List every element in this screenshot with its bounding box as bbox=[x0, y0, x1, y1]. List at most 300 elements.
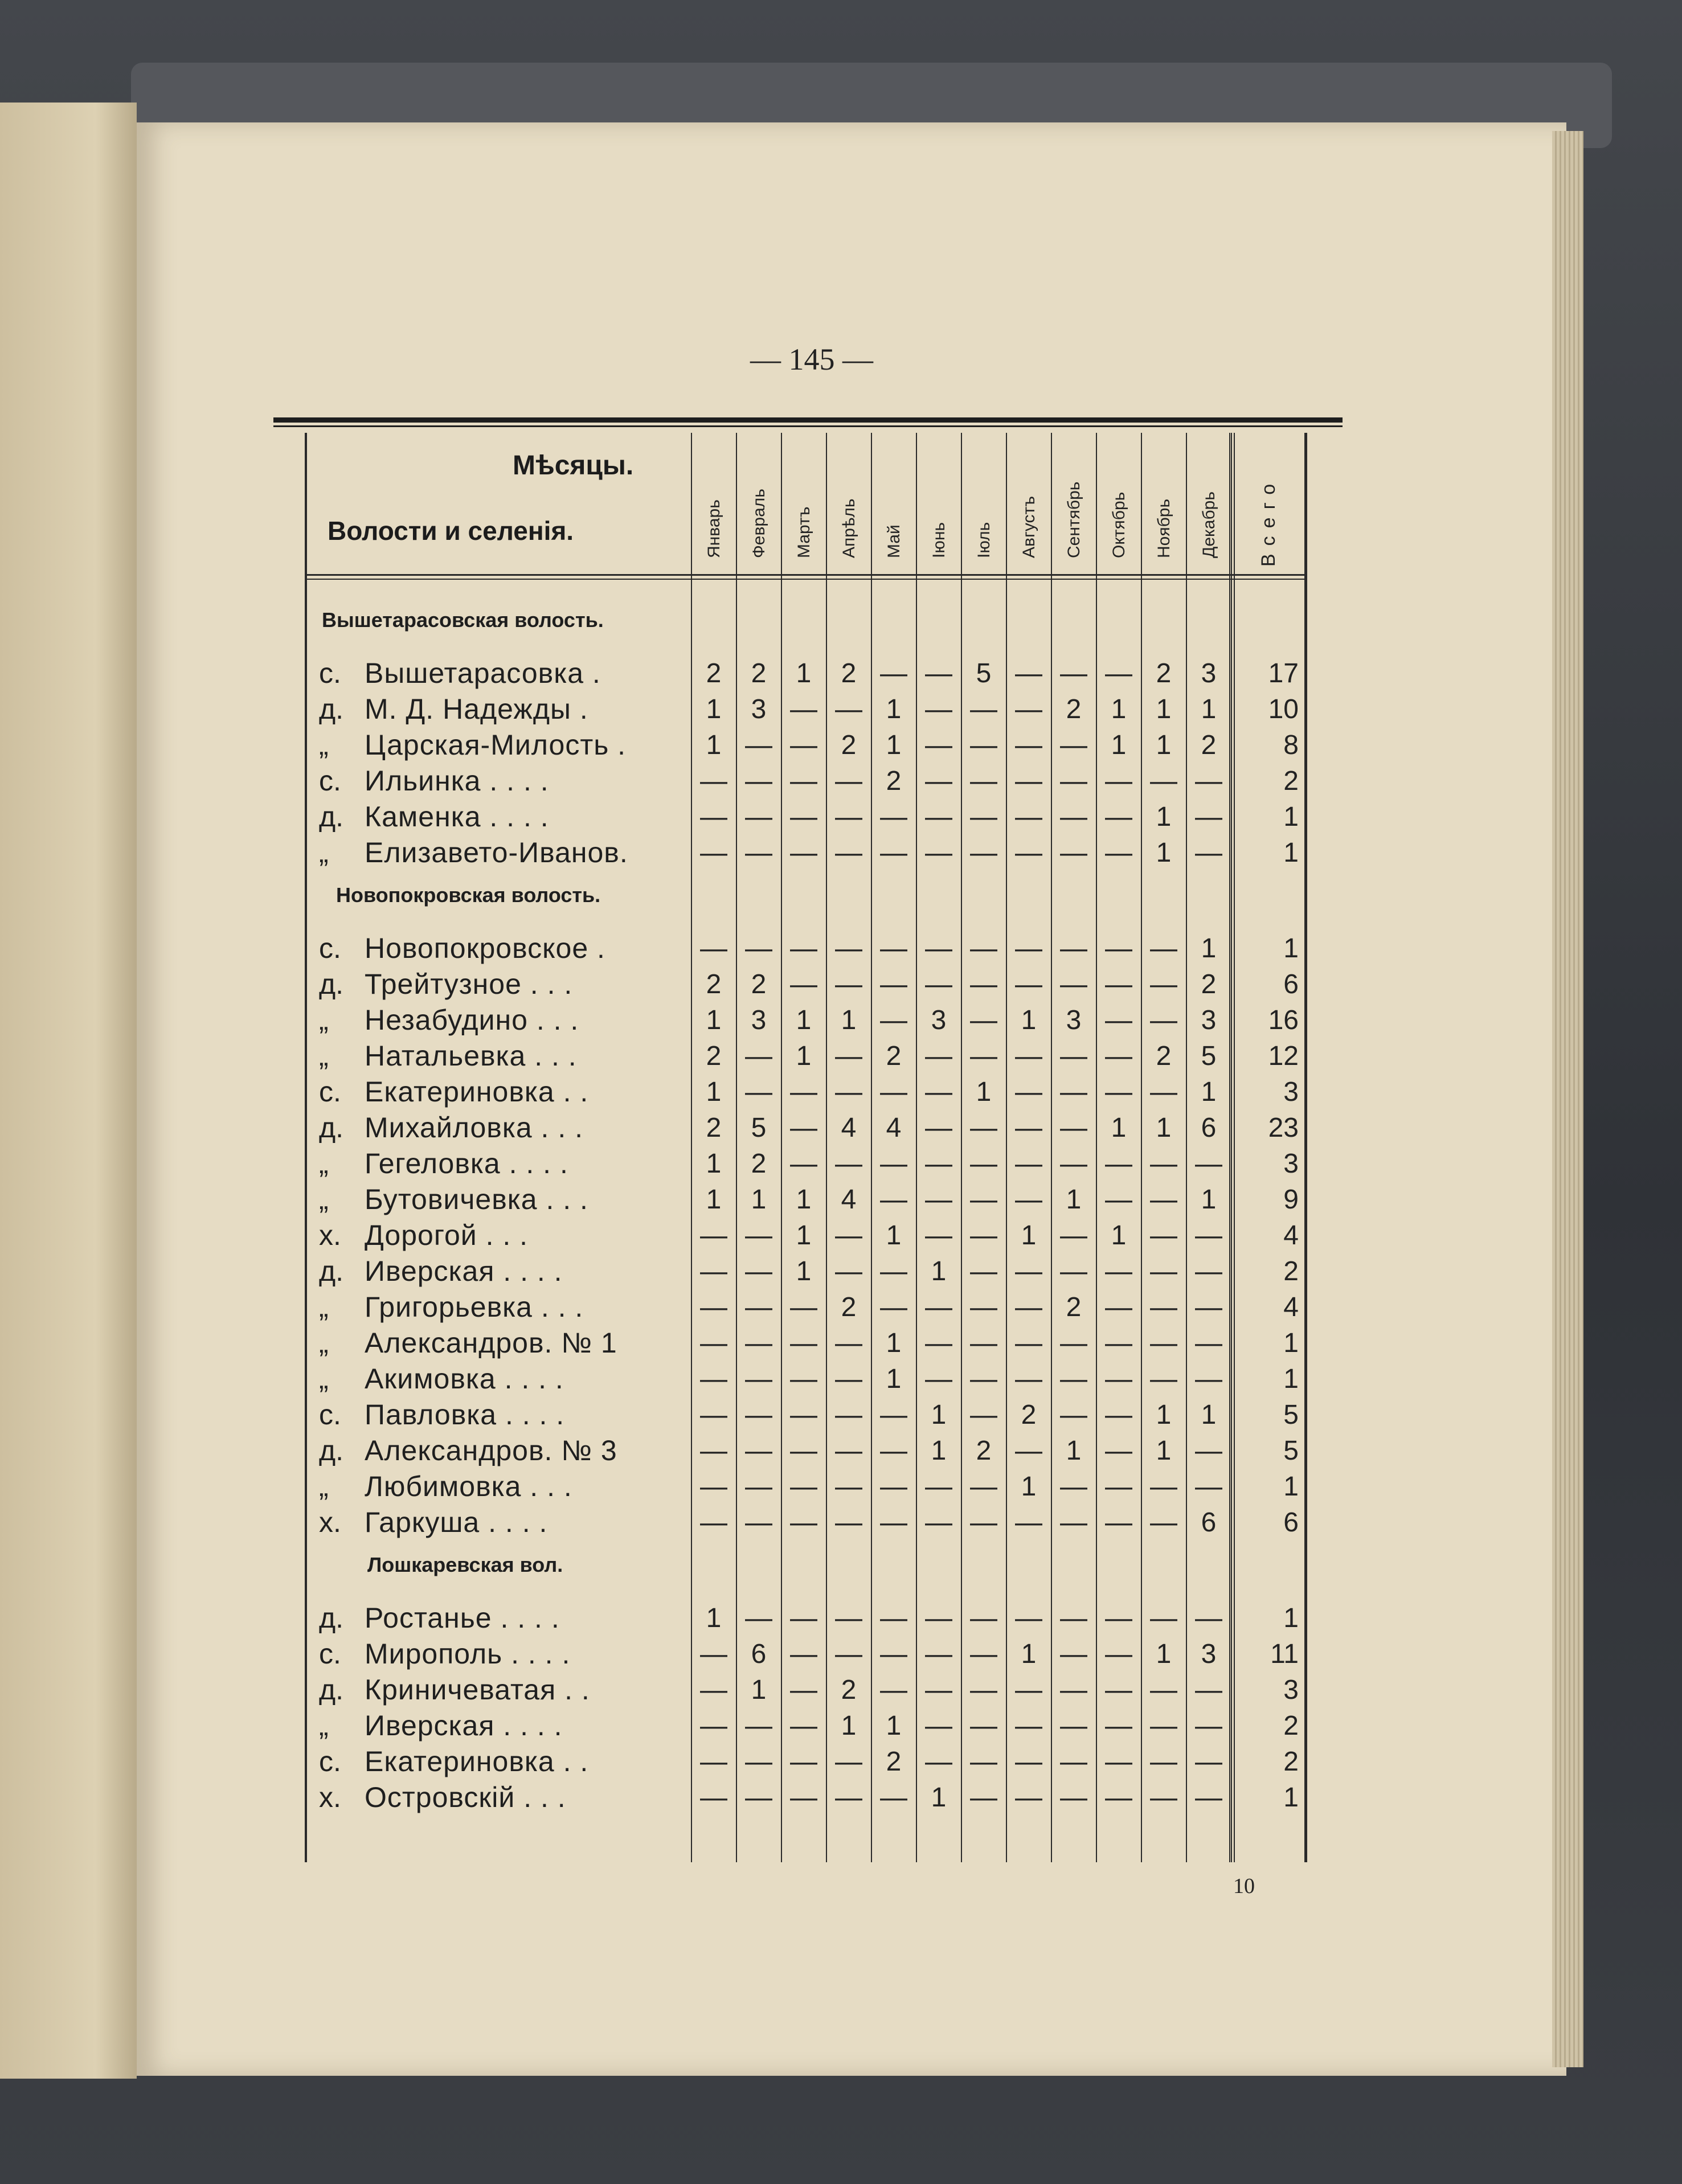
row-place-name: Криничеватая . . bbox=[365, 1674, 590, 1706]
month-value-cell: 1 bbox=[1156, 1400, 1172, 1430]
month-value-cell: — bbox=[1105, 1639, 1132, 1669]
month-value-cell: 1 bbox=[706, 1185, 722, 1215]
month-value-cell: — bbox=[700, 1639, 727, 1669]
row-place-prefix: „ bbox=[319, 1363, 329, 1395]
row-place-prefix: „ bbox=[319, 1040, 329, 1072]
month-value-cell: — bbox=[790, 1149, 817, 1179]
month-value-cell: 2 bbox=[751, 969, 767, 999]
month-header: Май bbox=[885, 525, 903, 558]
month-value-cell: — bbox=[835, 1328, 862, 1358]
row-place-name: Александров. № 1 bbox=[365, 1327, 617, 1359]
month-value-cell: 3 bbox=[931, 1005, 947, 1035]
month-value-cell: — bbox=[835, 1639, 862, 1669]
month-value-cell: — bbox=[1015, 1436, 1042, 1466]
month-value-cell: — bbox=[1105, 1292, 1132, 1322]
month-value-cell: — bbox=[790, 802, 817, 832]
month-value-cell: 1 bbox=[1111, 694, 1127, 724]
month-value-cell: — bbox=[1105, 1747, 1132, 1777]
month-value-cell: — bbox=[790, 1400, 817, 1430]
month-value-cell: — bbox=[1150, 1328, 1177, 1358]
month-value-cell: 1 bbox=[706, 730, 722, 760]
month-column-divider bbox=[1006, 433, 1007, 1862]
month-value-cell: — bbox=[745, 1328, 772, 1358]
month-value-cell: 1 bbox=[751, 1675, 767, 1705]
month-value-cell: — bbox=[1150, 1292, 1177, 1322]
month-value-cell: — bbox=[1015, 1077, 1042, 1107]
month-value-cell: — bbox=[1015, 1149, 1042, 1179]
month-value-cell: 1 bbox=[1156, 694, 1172, 724]
month-value-cell: — bbox=[790, 1472, 817, 1502]
row-total-cell: 2 bbox=[1283, 1256, 1299, 1286]
month-value-cell: 1 bbox=[796, 658, 812, 689]
month-value-cell: — bbox=[745, 802, 772, 832]
month-value-cell: — bbox=[1015, 802, 1042, 832]
row-place-prefix: „ bbox=[319, 1148, 329, 1179]
row-place-prefix: „ bbox=[319, 1710, 329, 1742]
month-header: Декабрь bbox=[1200, 491, 1218, 558]
month-value-cell: — bbox=[790, 1603, 817, 1633]
month-value-cell: — bbox=[835, 1256, 862, 1286]
month-value-cell: — bbox=[700, 802, 727, 832]
month-value-cell: — bbox=[835, 838, 862, 868]
row-place-name: Царская-Милость . bbox=[365, 729, 627, 761]
month-value-cell: — bbox=[1195, 1292, 1222, 1322]
month-value-cell: — bbox=[1105, 933, 1132, 964]
row-total-cell: 5 bbox=[1283, 1436, 1299, 1466]
month-value-cell: — bbox=[1015, 1292, 1042, 1322]
row-place-name: Любимовка . . . bbox=[365, 1470, 572, 1502]
month-value-cell: — bbox=[1060, 1149, 1087, 1179]
month-value-cell: 1 bbox=[1156, 730, 1172, 760]
month-value-cell: — bbox=[880, 933, 907, 964]
row-place-name: Дорогой . . . bbox=[365, 1219, 529, 1251]
total-column-divider-double bbox=[1234, 433, 1235, 1862]
month-value-cell: 1 bbox=[886, 1328, 902, 1358]
month-value-cell: — bbox=[745, 766, 772, 796]
month-value-cell: — bbox=[1060, 730, 1087, 760]
month-value-cell: 3 bbox=[751, 694, 767, 724]
month-value-cell: — bbox=[1015, 1256, 1042, 1286]
month-value-cell: — bbox=[1060, 1041, 1087, 1071]
month-value-cell: 1 bbox=[1201, 933, 1217, 964]
month-column-divider bbox=[1186, 433, 1187, 1862]
row-place-prefix: с. bbox=[319, 1745, 341, 1777]
month-value-cell: — bbox=[1015, 1603, 1042, 1633]
row-total-cell: 11 bbox=[1270, 1639, 1299, 1669]
month-value-cell: — bbox=[835, 1747, 862, 1777]
month-value-cell: — bbox=[1015, 1328, 1042, 1358]
month-value-cell: — bbox=[1015, 766, 1042, 796]
row-total-cell: 9 bbox=[1283, 1185, 1299, 1215]
month-value-cell: — bbox=[1015, 1747, 1042, 1777]
month-value-cell: — bbox=[970, 1292, 997, 1322]
month-value-cell: — bbox=[1105, 1472, 1132, 1502]
month-value-cell: — bbox=[745, 1603, 772, 1633]
month-value-cell: — bbox=[1015, 1041, 1042, 1071]
row-total-cell: 8 bbox=[1283, 730, 1299, 760]
month-value-cell: — bbox=[925, 1328, 952, 1358]
month-value-cell: 1 bbox=[796, 1220, 812, 1251]
month-value-cell: — bbox=[790, 1436, 817, 1466]
row-place-prefix: д. bbox=[319, 693, 344, 725]
month-value-cell: — bbox=[1060, 1400, 1087, 1430]
month-value-cell: — bbox=[1015, 1113, 1042, 1143]
row-total-cell: 6 bbox=[1283, 969, 1299, 999]
month-value-cell: — bbox=[880, 1400, 907, 1430]
month-value-cell: — bbox=[1105, 1507, 1132, 1538]
month-value-cell: — bbox=[880, 1639, 907, 1669]
month-value-cell: — bbox=[925, 1113, 952, 1143]
month-column-divider bbox=[736, 433, 737, 1862]
month-value-cell: 1 bbox=[1156, 1113, 1172, 1143]
month-value-cell: — bbox=[925, 838, 952, 868]
month-value-cell: — bbox=[1060, 1113, 1087, 1143]
month-value-cell: 1 bbox=[706, 694, 722, 724]
month-value-cell: — bbox=[1105, 1436, 1132, 1466]
month-value-cell: 1 bbox=[841, 1005, 857, 1035]
month-value-cell: — bbox=[745, 1077, 772, 1107]
month-column-divider bbox=[1096, 433, 1097, 1862]
month-value-cell: — bbox=[1150, 1005, 1177, 1035]
month-value-cell: 6 bbox=[1201, 1507, 1217, 1538]
month-value-cell: 2 bbox=[886, 766, 902, 796]
month-value-cell: — bbox=[1105, 1185, 1132, 1215]
row-place-prefix: „ bbox=[319, 729, 329, 761]
row-place-name: Незабудино . . . bbox=[365, 1004, 579, 1036]
month-value-cell: — bbox=[700, 1256, 727, 1286]
month-value-cell: 1 bbox=[931, 1256, 947, 1286]
month-value-cell: 5 bbox=[1201, 1041, 1217, 1071]
row-place-prefix: „ bbox=[319, 1470, 329, 1502]
month-value-cell: — bbox=[1060, 802, 1087, 832]
month-value-cell: — bbox=[1015, 1507, 1042, 1538]
month-value-cell: — bbox=[970, 1400, 997, 1430]
month-value-cell: — bbox=[1060, 838, 1087, 868]
month-column-divider bbox=[691, 433, 692, 1862]
row-total-cell: 6 bbox=[1283, 1507, 1299, 1538]
month-value-cell: 1 bbox=[706, 1077, 722, 1107]
month-value-cell: — bbox=[1105, 1077, 1132, 1107]
month-value-cell: 1 bbox=[1066, 1185, 1082, 1215]
row-total-cell: 3 bbox=[1283, 1149, 1299, 1179]
month-value-cell: 1 bbox=[931, 1400, 947, 1430]
month-header: Ноябрь bbox=[1155, 498, 1173, 558]
month-value-cell: — bbox=[1060, 1220, 1087, 1251]
row-total-cell: 1 bbox=[1283, 838, 1299, 868]
month-column-divider bbox=[826, 433, 827, 1862]
row-total-cell: 4 bbox=[1283, 1292, 1299, 1322]
month-value-cell: — bbox=[835, 1603, 862, 1633]
month-value-cell: — bbox=[1060, 1603, 1087, 1633]
month-value-cell: 1 bbox=[1156, 1639, 1172, 1669]
month-value-cell: 1 bbox=[1201, 694, 1217, 724]
month-value-cell: — bbox=[835, 1149, 862, 1179]
month-value-cell: — bbox=[1105, 1005, 1132, 1035]
month-value-cell: — bbox=[925, 1472, 952, 1502]
month-value-cell: — bbox=[970, 933, 997, 964]
month-value-cell: — bbox=[790, 933, 817, 964]
month-value-cell: — bbox=[1195, 1256, 1222, 1286]
month-value-cell: — bbox=[1195, 1364, 1222, 1394]
month-value-cell: 1 bbox=[706, 1149, 722, 1179]
month-value-cell: — bbox=[880, 1292, 907, 1322]
month-value-cell: — bbox=[880, 1507, 907, 1538]
month-value-cell: — bbox=[880, 1149, 907, 1179]
month-value-cell: — bbox=[970, 1185, 997, 1215]
month-value-cell: — bbox=[835, 694, 862, 724]
month-value-cell: 1 bbox=[1111, 730, 1127, 760]
month-value-cell: — bbox=[1105, 1783, 1132, 1813]
month-value-cell: — bbox=[1150, 1675, 1177, 1705]
month-value-cell: — bbox=[1015, 1364, 1042, 1394]
month-value-cell: — bbox=[1105, 969, 1132, 999]
month-value-cell: — bbox=[925, 766, 952, 796]
month-value-cell: — bbox=[790, 1711, 817, 1741]
row-total-cell: 1 bbox=[1283, 1603, 1299, 1633]
row-place-name: Новопокровское . bbox=[365, 932, 605, 964]
header-bottom-rule bbox=[305, 574, 1307, 576]
month-value-cell: — bbox=[880, 1436, 907, 1466]
month-value-cell: 1 bbox=[1156, 838, 1172, 868]
row-place-prefix: с. bbox=[319, 765, 341, 797]
row-place-name: М. Д. Надежды . bbox=[365, 693, 588, 725]
row-place-name: Акимовка . . . . bbox=[365, 1363, 564, 1395]
month-value-cell: — bbox=[1105, 802, 1132, 832]
month-value-cell: — bbox=[1060, 933, 1087, 964]
month-value-cell: 2 bbox=[886, 1747, 902, 1777]
month-value-cell: 2 bbox=[841, 658, 857, 689]
month-value-cell: — bbox=[1105, 838, 1132, 868]
month-value-cell: 4 bbox=[841, 1113, 857, 1143]
month-value-cell: 1 bbox=[796, 1041, 812, 1071]
row-place-name: Екатериновка . . bbox=[365, 1076, 589, 1108]
month-value-cell: — bbox=[1150, 933, 1177, 964]
month-value-cell: — bbox=[1060, 1472, 1087, 1502]
month-column-divider bbox=[1231, 433, 1232, 1862]
row-total-cell: 2 bbox=[1283, 1711, 1299, 1741]
month-value-cell: — bbox=[1060, 1675, 1087, 1705]
month-value-cell: — bbox=[880, 1005, 907, 1035]
month-value-cell: — bbox=[925, 933, 952, 964]
month-value-cell: 1 bbox=[796, 1005, 812, 1035]
month-header: Іюль bbox=[975, 522, 993, 558]
month-value-cell: — bbox=[1195, 1149, 1222, 1179]
month-value-cell: — bbox=[835, 802, 862, 832]
month-value-cell: 2 bbox=[1201, 730, 1217, 760]
month-value-cell: — bbox=[1105, 1328, 1132, 1358]
month-value-cell: 1 bbox=[1201, 1400, 1217, 1430]
month-value-cell: — bbox=[1060, 1639, 1087, 1669]
month-value-cell: — bbox=[700, 1507, 727, 1538]
month-value-cell: — bbox=[925, 1747, 952, 1777]
month-value-cell: 2 bbox=[1156, 658, 1172, 689]
month-value-cell: 1 bbox=[1201, 1185, 1217, 1215]
month-value-cell: — bbox=[745, 1364, 772, 1394]
month-value-cell: — bbox=[790, 1077, 817, 1107]
month-value-cell: — bbox=[925, 1639, 952, 1669]
row-place-name: Гаркуша . . . . bbox=[365, 1506, 548, 1538]
month-value-cell: — bbox=[790, 1364, 817, 1394]
month-value-cell: — bbox=[700, 1292, 727, 1322]
month-column-divider bbox=[1141, 433, 1142, 1862]
month-value-cell: — bbox=[790, 1113, 817, 1143]
month-value-cell: 1 bbox=[931, 1436, 947, 1466]
month-value-cell: — bbox=[835, 1472, 862, 1502]
month-value-cell: — bbox=[1195, 1711, 1222, 1741]
month-header: Октябрь bbox=[1110, 491, 1128, 558]
month-value-cell: — bbox=[835, 933, 862, 964]
month-value-cell: — bbox=[925, 1077, 952, 1107]
month-value-cell: 1 bbox=[886, 1711, 902, 1741]
month-value-cell: — bbox=[880, 1603, 907, 1633]
month-value-cell: 2 bbox=[706, 969, 722, 999]
month-value-cell: 1 bbox=[886, 1364, 902, 1394]
row-place-name: Елизавето-Иванов. bbox=[365, 837, 628, 868]
month-value-cell: — bbox=[835, 1220, 862, 1251]
month-value-cell: — bbox=[970, 802, 997, 832]
month-value-cell: 2 bbox=[1066, 1292, 1082, 1322]
month-value-cell: — bbox=[1015, 1675, 1042, 1705]
month-value-cell: — bbox=[1150, 766, 1177, 796]
row-place-prefix: „ bbox=[319, 1291, 329, 1323]
month-value-cell: — bbox=[880, 969, 907, 999]
row-place-prefix: х. bbox=[319, 1781, 341, 1813]
month-value-cell: — bbox=[790, 1292, 817, 1322]
month-value-cell: — bbox=[1015, 1711, 1042, 1741]
month-value-cell: — bbox=[970, 1472, 997, 1502]
month-value-cell: — bbox=[700, 1711, 727, 1741]
table-top-rule-thin bbox=[273, 425, 1343, 427]
month-value-cell: — bbox=[925, 1185, 952, 1215]
row-place-prefix: с. bbox=[319, 1399, 341, 1431]
month-value-cell: — bbox=[700, 1783, 727, 1813]
month-value-cell: — bbox=[790, 969, 817, 999]
month-value-cell: — bbox=[970, 766, 997, 796]
row-total-cell: 2 bbox=[1283, 1747, 1299, 1777]
month-value-cell: — bbox=[925, 1507, 952, 1538]
month-value-cell: — bbox=[745, 1041, 772, 1071]
month-value-cell: — bbox=[1105, 1603, 1132, 1633]
row-place-prefix: „ bbox=[319, 1183, 329, 1215]
month-value-cell: — bbox=[1060, 1747, 1087, 1777]
month-value-cell: — bbox=[925, 1149, 952, 1179]
row-total-cell: 17 bbox=[1268, 658, 1299, 689]
month-value-cell: — bbox=[970, 1747, 997, 1777]
month-value-cell: — bbox=[745, 1292, 772, 1322]
month-value-cell: 2 bbox=[706, 1113, 722, 1143]
row-place-prefix: д. bbox=[319, 1674, 344, 1706]
month-value-cell: — bbox=[970, 1005, 997, 1035]
month-value-cell: — bbox=[1150, 1783, 1177, 1813]
month-value-cell: — bbox=[1015, 730, 1042, 760]
month-value-cell: — bbox=[970, 1507, 997, 1538]
month-value-cell: — bbox=[970, 838, 997, 868]
row-place-prefix: д. bbox=[319, 1255, 344, 1287]
month-value-cell: — bbox=[970, 1220, 997, 1251]
month-value-cell: — bbox=[970, 1113, 997, 1143]
month-value-cell: — bbox=[790, 730, 817, 760]
section-title: Новопокровская волость. bbox=[336, 883, 601, 907]
sheet-signature-number: 10 bbox=[1233, 1874, 1255, 1898]
month-value-cell: 2 bbox=[976, 1436, 992, 1466]
month-value-cell: 2 bbox=[1066, 694, 1082, 724]
month-column-divider bbox=[1051, 433, 1052, 1862]
row-place-prefix: с. bbox=[319, 932, 341, 964]
row-place-name: Екатериновка . . bbox=[365, 1745, 589, 1777]
month-value-cell: — bbox=[925, 969, 952, 999]
month-header: Мартъ bbox=[795, 506, 813, 558]
row-place-prefix: „ bbox=[319, 837, 329, 868]
month-value-cell: 1 bbox=[886, 1220, 902, 1251]
month-value-cell: — bbox=[970, 1364, 997, 1394]
month-value-cell: 1 bbox=[706, 1603, 722, 1633]
month-header: Сентябрь bbox=[1065, 481, 1083, 558]
month-value-cell: — bbox=[970, 1711, 997, 1741]
row-place-prefix: д. bbox=[319, 1602, 344, 1634]
row-total-cell: 12 bbox=[1268, 1041, 1299, 1071]
month-value-cell: — bbox=[880, 1185, 907, 1215]
month-value-cell: — bbox=[880, 1077, 907, 1107]
month-value-cell: 2 bbox=[1201, 969, 1217, 999]
row-place-prefix: с. bbox=[319, 657, 341, 689]
month-value-cell: — bbox=[1195, 1675, 1222, 1705]
row-total-cell: 2 bbox=[1283, 766, 1299, 796]
row-place-name: Григорьевка . . . bbox=[365, 1291, 584, 1323]
table-right-border bbox=[1304, 433, 1307, 1862]
month-value-cell: — bbox=[925, 1711, 952, 1741]
month-value-cell: — bbox=[880, 1256, 907, 1286]
month-value-cell: 5 bbox=[751, 1113, 767, 1143]
month-value-cell: — bbox=[925, 1292, 952, 1322]
month-value-cell: 3 bbox=[1201, 658, 1217, 689]
row-place-prefix: с. bbox=[319, 1076, 341, 1108]
month-header: Августъ bbox=[1020, 495, 1038, 558]
month-value-cell: — bbox=[700, 1675, 727, 1705]
row-total-cell: 1 bbox=[1283, 1328, 1299, 1358]
month-value-cell: — bbox=[880, 802, 907, 832]
row-place-prefix: д. bbox=[319, 968, 344, 1000]
month-value-cell: 2 bbox=[751, 658, 767, 689]
month-value-cell: — bbox=[1150, 1472, 1177, 1502]
month-value-cell: 1 bbox=[841, 1711, 857, 1741]
month-value-cell: — bbox=[970, 730, 997, 760]
month-value-cell: 1 bbox=[1201, 1077, 1217, 1107]
month-value-cell: 6 bbox=[1201, 1113, 1217, 1143]
month-value-cell: — bbox=[745, 1256, 772, 1286]
month-column-divider bbox=[916, 433, 917, 1862]
row-place-prefix: „ bbox=[319, 1327, 329, 1359]
row-place-name: Иверская . . . . bbox=[365, 1710, 563, 1742]
month-value-cell: — bbox=[1150, 1256, 1177, 1286]
month-value-cell: — bbox=[1015, 1783, 1042, 1813]
month-value-cell: — bbox=[970, 1675, 997, 1705]
row-total-cell: 4 bbox=[1283, 1220, 1299, 1251]
month-value-cell: — bbox=[700, 1436, 727, 1466]
month-header: Февраль bbox=[750, 489, 768, 558]
month-value-cell: — bbox=[1105, 1675, 1132, 1705]
month-value-cell: — bbox=[835, 1364, 862, 1394]
month-value-cell: — bbox=[925, 802, 952, 832]
month-value-cell: — bbox=[970, 1256, 997, 1286]
month-value-cell: — bbox=[1150, 1603, 1177, 1633]
month-value-cell: — bbox=[835, 1400, 862, 1430]
page-number: — 145 — bbox=[750, 342, 873, 376]
row-total-cell: 23 bbox=[1268, 1113, 1299, 1143]
month-value-cell: 5 bbox=[976, 658, 992, 689]
month-value-cell: 3 bbox=[1201, 1639, 1217, 1669]
month-value-cell: — bbox=[925, 1364, 952, 1394]
month-value-cell: — bbox=[1150, 1077, 1177, 1107]
